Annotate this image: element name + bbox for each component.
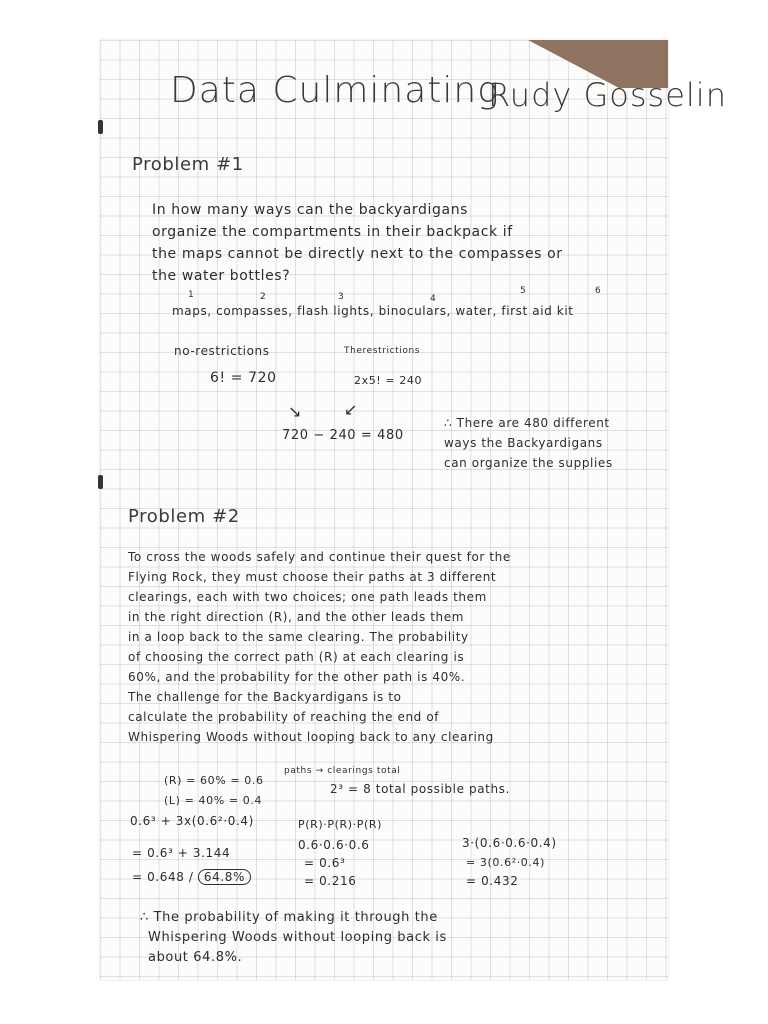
final-answer: 64.8%	[198, 869, 251, 885]
prr-step: = 0.216	[304, 874, 357, 888]
arrow-down-left-icon: ↙	[344, 400, 358, 419]
problem-2-text-line: Whispering Woods without looping back to any clearing	[128, 730, 494, 744]
problem-1-question-line: the maps cannot be directly next to the compasses or	[152, 246, 563, 262]
notebook-page	[100, 40, 727, 980]
problem-2-text-line: of choosing the correct path (R) at each clearing is	[128, 650, 465, 664]
formula-step-1: = 0.6³ + 3.144	[132, 846, 231, 860]
item-number: 1	[188, 290, 195, 300]
problem-2-conclusion-line: ∴ The probability of making it through the	[140, 910, 438, 925]
probability-formula: 0.6³ + 3x(0.6²·0.4)	[130, 814, 254, 828]
no-restrictions-calc: 6! = 720	[210, 370, 277, 386]
item-number: 3	[338, 292, 345, 302]
prr-title: P(R)·P(R)·P(R)	[298, 818, 382, 831]
problem-2-text-line: in a loop back to the same clearing. The probability	[128, 630, 469, 644]
problem-1-question-line: organize the compartments in their backpack if	[152, 224, 513, 240]
no-restrictions-label: no-restrictions	[174, 344, 270, 358]
prr-step: 0.6·0.6·0.6	[298, 838, 370, 852]
formula-step-2	[132, 870, 251, 884]
three-paths-step: 3·(0.6·0.6·0.4)	[462, 836, 557, 850]
problem-2-text-line: Flying Rock, they must choose their paths at 3 different	[128, 570, 497, 584]
author-name: Rudy Gosselin	[488, 76, 727, 114]
problem-1-conclusion-line: ways the Backyardigans	[444, 436, 603, 450]
item-number: 6	[595, 286, 602, 296]
three-paths-step: = 0.432	[466, 874, 519, 888]
paths-note: paths → clearings total	[284, 766, 401, 776]
l-probability: (L) = 40% = 0.4	[164, 794, 263, 807]
problem-2-heading: Problem #2	[128, 506, 240, 527]
problem-1-question-line: In how many ways can the backyardigans	[152, 202, 469, 218]
problem-2-text-line: in the right direction (R), and the other leads them	[128, 610, 465, 624]
three-paths-step: = 3(0.6²·0.4)	[466, 856, 545, 869]
item-number: 2	[260, 292, 267, 302]
problem-2-text-line: clearings, each with two choices; one path leads them	[128, 590, 487, 604]
arrow-down-right-icon: ↘	[288, 402, 302, 421]
restrictions-label: Therestrictions	[344, 346, 421, 356]
prr-step: = 0.6³	[304, 856, 346, 870]
page-title: Data Culminating	[170, 70, 500, 111]
problem-1-question-line: the water bottles?	[152, 268, 291, 284]
paths-total: 2³ = 8 total possible paths.	[330, 782, 510, 796]
problem-2-conclusion-line: Whispering Woods without looping back is	[148, 930, 447, 945]
difference-calc: 720 − 240 = 480	[282, 428, 404, 443]
problem-2-text-line: The challenge for the Backyardigans is to	[128, 690, 402, 704]
item-number: 5	[520, 286, 527, 296]
item-number: 4	[430, 294, 437, 304]
problem-1-conclusion-line: ∴ There are 480 different	[444, 416, 610, 430]
problem-2-text-line: 60%, and the probability for the other path is 40%.	[128, 670, 466, 684]
problem-1-heading: Problem #1	[132, 154, 244, 175]
r-probability: (R) = 60% = 0.6	[164, 774, 264, 787]
problem-2-text-line: To cross the woods safely and continue their quest for the	[128, 550, 511, 564]
formula-step-2-value: = 0.648 /	[132, 870, 194, 884]
binder-hole	[98, 120, 103, 134]
problem-2-conclusion-line: about 64.8%.	[148, 950, 243, 965]
problem-1-conclusion-line: can organize the supplies	[444, 456, 613, 470]
binder-hole	[98, 475, 103, 489]
problem-2-text-line: calculate the probability of reaching the end of	[128, 710, 440, 724]
items-list: maps, compasses, flash lights, binoculars, water, first aid kit	[172, 304, 574, 318]
restrictions-calc: 2x5! = 240	[354, 374, 423, 387]
